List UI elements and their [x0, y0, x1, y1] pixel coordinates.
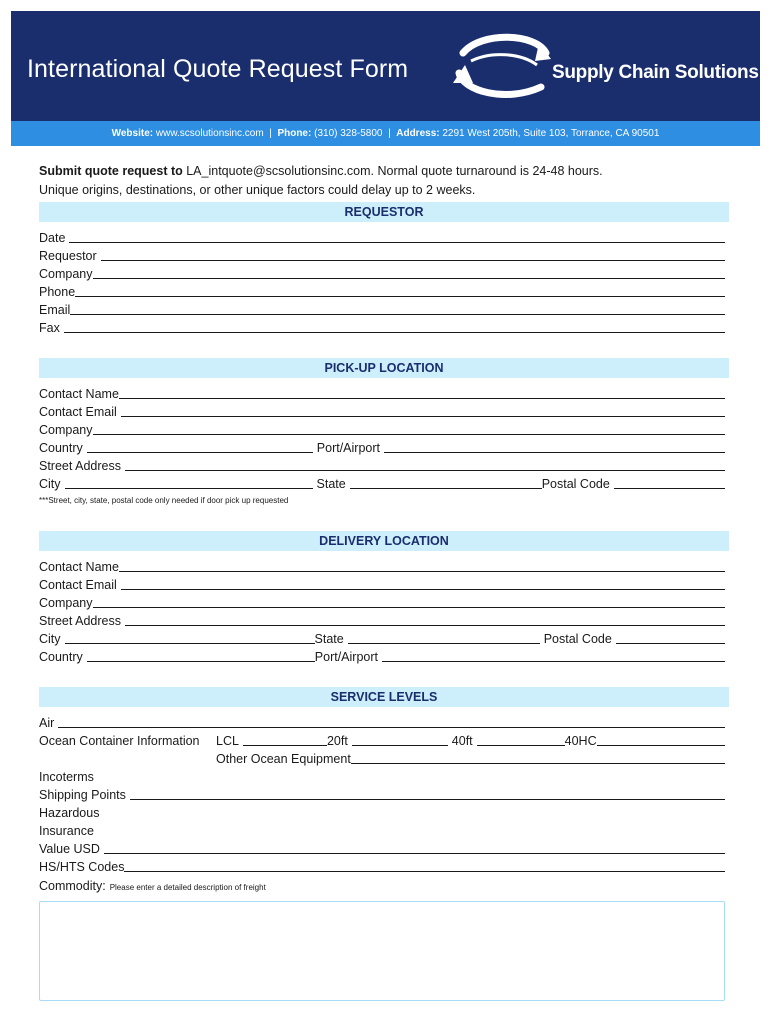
- section-pickup-heading: PICK-UP LOCATION: [39, 358, 729, 378]
- field-label: Incoterms: [39, 770, 94, 784]
- field-label: Postal Code: [541, 477, 610, 491]
- input-line[interactable]: [121, 588, 725, 590]
- page-title: International Quote Request Form: [27, 55, 409, 83]
- input-line[interactable]: [93, 277, 726, 279]
- field-label: Contact Name: [39, 560, 119, 574]
- input-line[interactable]: [125, 624, 725, 626]
- input-line[interactable]: [93, 433, 726, 435]
- field-label: Street Address: [39, 614, 121, 628]
- field-label: Contact Email: [39, 405, 117, 419]
- input-line[interactable]: [119, 570, 725, 572]
- service-incoterms: [39, 767, 725, 785]
- field-email[interactable]: [39, 300, 725, 318]
- lcl-input-line[interactable]: [243, 744, 327, 746]
- input-line[interactable]: [75, 295, 725, 297]
- input-line[interactable]: [121, 415, 725, 417]
- phone-label: Phone:: [277, 128, 312, 139]
- field-label: Shipping Points: [39, 788, 126, 802]
- postal-input-line[interactable]: [616, 642, 725, 644]
- pickup-street-address[interactable]: [39, 456, 725, 474]
- city-input-line[interactable]: [65, 642, 315, 644]
- address-label: Address:: [396, 128, 440, 139]
- country-input-line[interactable]: [87, 660, 315, 662]
- field-label: Street Address: [39, 459, 121, 473]
- pickup-country-port[interactable]: [39, 438, 725, 456]
- pickup-note: ***Street, city, state, postal code only needed if door pick up requested: [39, 496, 289, 505]
- field-label: Email: [39, 303, 71, 317]
- intro-bold: Submit quote request to: [39, 164, 183, 178]
- field-label: Commodity:: [39, 879, 106, 893]
- field-label: 40HC: [564, 734, 597, 748]
- postal-input-line[interactable]: [614, 487, 725, 489]
- field-label: Port/Airport: [314, 650, 378, 664]
- field-label: Contact Name: [39, 387, 119, 401]
- field-company[interactable]: [39, 264, 725, 282]
- input-line[interactable]: [130, 798, 725, 800]
- field-label: HS/HTS Codes: [39, 860, 125, 874]
- field-label: Contact Email: [39, 578, 117, 592]
- field-label: Port/Airport: [316, 441, 380, 455]
- commodity-hint: Please enter a detailed description of freight: [109, 883, 266, 892]
- port-input-line[interactable]: [382, 660, 725, 662]
- delivery-city-state-postal[interactable]: [39, 629, 725, 647]
- state-input-line[interactable]: [348, 642, 540, 644]
- company-logo: [451, 31, 759, 111]
- 20ft-input-line[interactable]: [352, 744, 448, 746]
- field-phone[interactable]: [39, 282, 725, 300]
- section-delivery-heading: DELIVERY LOCATION: [39, 531, 729, 551]
- delivery-contact-name[interactable]: [39, 557, 725, 575]
- address-text: 2291 West 205th, Suite 103, Torrance, CA 90501: [442, 128, 660, 139]
- field-label: Requestor: [39, 249, 97, 263]
- service-other-ocean[interactable]: [216, 749, 725, 767]
- input-line[interactable]: [101, 259, 725, 261]
- input-line[interactable]: [351, 762, 725, 764]
- header-banner: [11, 11, 760, 121]
- input-line[interactable]: [69, 241, 725, 243]
- field-label: Air: [39, 716, 55, 730]
- country-input-line[interactable]: [87, 451, 313, 453]
- state-input-line[interactable]: [350, 487, 542, 489]
- field-label: Phone: [39, 285, 76, 299]
- service-hs-hts-codes[interactable]: [39, 857, 725, 875]
- field-label: Insurance: [39, 824, 94, 838]
- input-line[interactable]: [70, 313, 725, 315]
- field-label: Company: [39, 267, 93, 281]
- field-label: Company: [39, 423, 93, 437]
- delivery-contact-email[interactable]: [39, 575, 725, 593]
- service-air[interactable]: [39, 713, 725, 731]
- field-label: Other Ocean Equipment: [216, 752, 351, 766]
- delivery-street-address[interactable]: [39, 611, 725, 629]
- port-input-line[interactable]: [384, 451, 725, 453]
- field-label: City: [39, 632, 61, 646]
- separator: |: [388, 128, 391, 139]
- service-insurance: [39, 821, 725, 839]
- service-hazardous: [39, 803, 725, 821]
- intro-line2: Unique origins, destinations, or other unique factors could delay up to 2 weeks.: [39, 183, 476, 197]
- service-ocean-container[interactable]: [39, 731, 725, 749]
- commodity-description-box[interactable]: [39, 901, 725, 1001]
- input-line[interactable]: [125, 469, 725, 471]
- section-requestor-heading: REQUESTOR: [39, 202, 729, 222]
- field-requestor[interactable]: [39, 246, 725, 264]
- service-shipping-points[interactable]: [39, 785, 725, 803]
- field-label: Postal Code: [543, 632, 612, 646]
- input-line[interactable]: [64, 331, 725, 333]
- input-line[interactable]: [119, 397, 725, 399]
- pickup-contact-name[interactable]: [39, 384, 725, 402]
- website-link[interactable]: www.scsolutionsinc.com: [155, 128, 264, 139]
- field-label: LCL: [216, 734, 239, 748]
- field-label: Country: [39, 441, 83, 455]
- pickup-contact-email[interactable]: [39, 402, 725, 420]
- input-line[interactable]: [104, 852, 725, 854]
- phone-number: (310) 328-5800: [314, 128, 383, 139]
- delivery-company[interactable]: [39, 593, 725, 611]
- field-label: 20ft: [326, 734, 348, 748]
- section-service-heading: SERVICE LEVELS: [39, 687, 729, 707]
- field-label: Company: [39, 596, 93, 610]
- service-commodity: [39, 876, 725, 894]
- input-line[interactable]: [124, 870, 725, 872]
- input-line[interactable]: [93, 606, 726, 608]
- field-label: Value USD: [39, 842, 100, 856]
- city-input-line[interactable]: [65, 487, 313, 489]
- delivery-country-port[interactable]: [39, 647, 725, 665]
- intro-line1: LA_intquote@scsolutionsinc.com. Normal quote turnaround is 24-48 hours.: [186, 164, 603, 178]
- field-label: Country: [39, 650, 83, 664]
- field-label: Hazardous: [39, 806, 100, 820]
- field-fax[interactable]: [39, 318, 725, 336]
- field-label: State: [314, 632, 344, 646]
- input-line[interactable]: [58, 726, 725, 728]
- swirl-arrows-icon: [451, 31, 551, 111]
- pickup-city-state-postal[interactable]: [39, 474, 725, 492]
- service-value-usd[interactable]: [39, 839, 725, 857]
- 40ft-input-line[interactable]: [477, 744, 565, 746]
- field-label: Date: [39, 231, 66, 245]
- pickup-company[interactable]: [39, 420, 725, 438]
- contact-bar: [11, 121, 760, 146]
- intro-text: [39, 162, 739, 200]
- field-label: Fax: [39, 321, 60, 335]
- 40hc-input-line[interactable]: [597, 744, 725, 746]
- website-label: Website:: [111, 128, 154, 139]
- logo-text: Supply Chain Solutions: [552, 62, 759, 83]
- field-label: Ocean Container Information: [39, 734, 200, 748]
- field-label: City: [39, 477, 61, 491]
- field-date[interactable]: [39, 228, 725, 246]
- field-label: 40ft: [451, 734, 473, 748]
- field-label: State: [316, 477, 346, 491]
- separator: |: [269, 128, 272, 139]
